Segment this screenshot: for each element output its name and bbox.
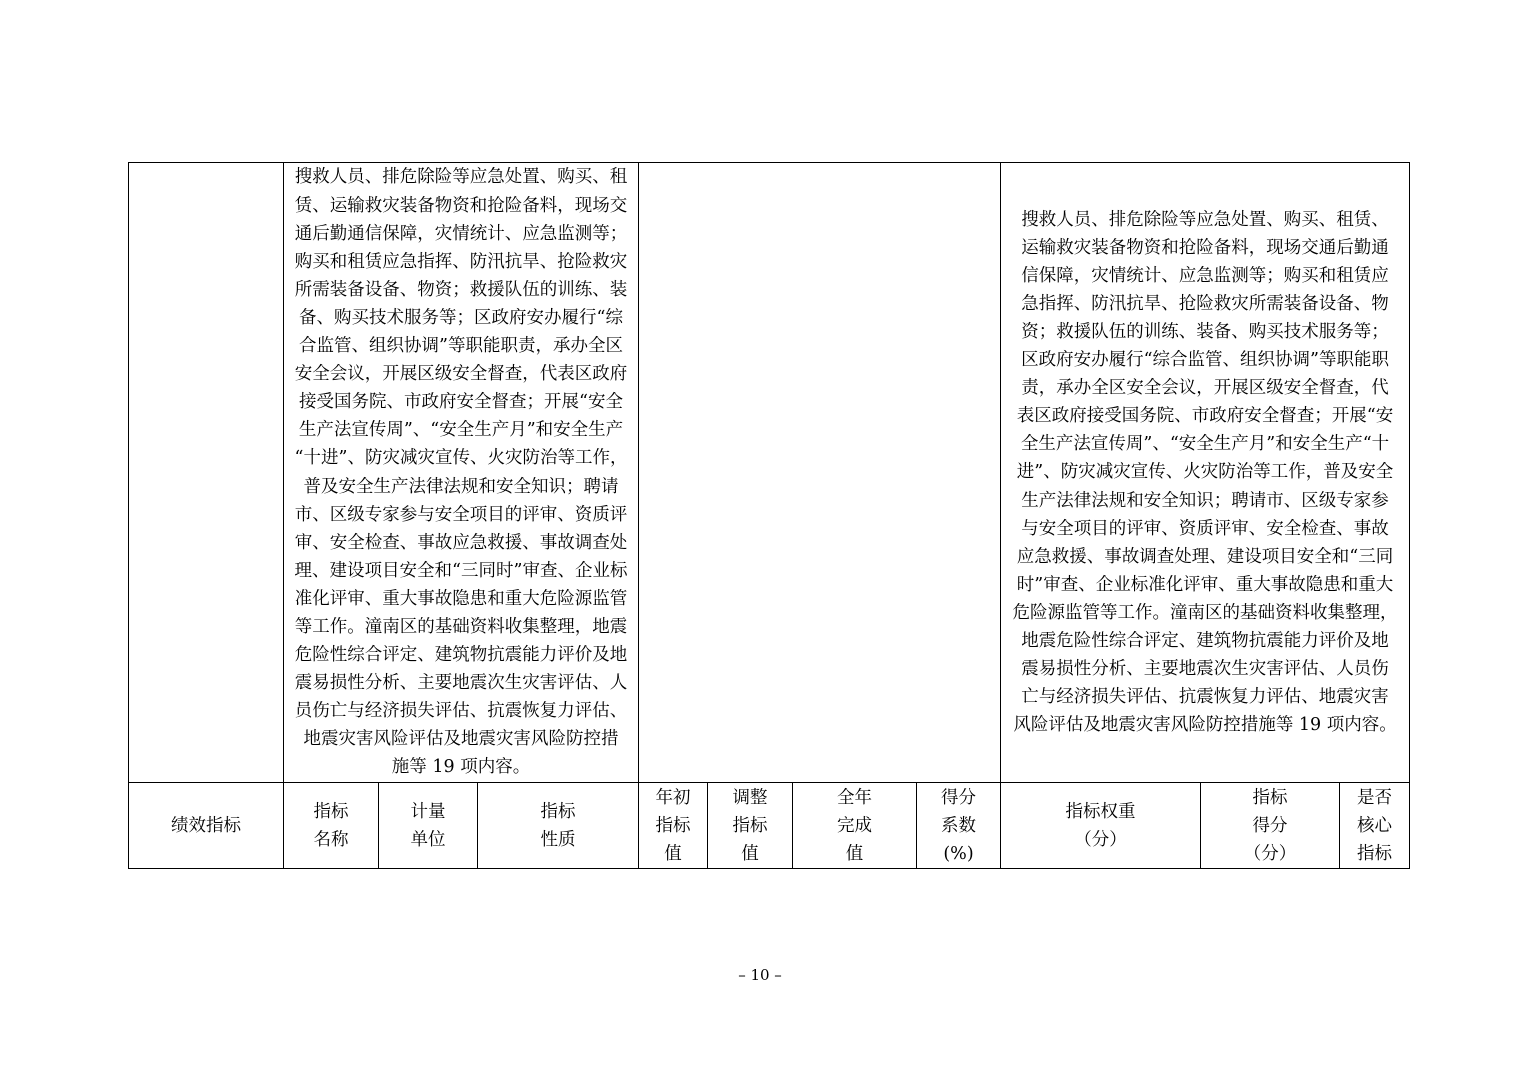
header-label: 调整 指标 值 <box>732 787 768 864</box>
header-annual-completion <box>793 783 917 869</box>
header-label: 得分 系数 (%) <box>941 787 977 864</box>
header-indicator-score <box>1201 783 1340 869</box>
header-label: 指标权重 （分） <box>1065 801 1136 850</box>
header-adjusted-target <box>708 783 793 869</box>
header-unit-of-measure <box>379 783 478 869</box>
header-indicator-name <box>284 783 379 869</box>
table-cell-empty-label <box>129 163 284 783</box>
table-cell-left-description <box>284 163 639 783</box>
header-is-core-indicator <box>1340 783 1410 869</box>
header-performance-indicators <box>129 783 284 869</box>
page-number: – 10 – <box>738 966 782 984</box>
header-initial-target <box>639 783 708 869</box>
performance-table <box>128 162 1410 869</box>
header-label: 指标 性质 <box>540 801 576 850</box>
header-label: 是否 核心 指标 <box>1357 787 1393 864</box>
left-description-text: 搜救人员、排危除险等应急处置、购买、租 赁、运输救灾装备物资和抢险备料，现场交 通后勤通信保障，灾情统计、应急监测等； 购买和租赁应急指挥、防汛抗旱、抢险救灾 所需装备设备、物资；救援队伍的训练、装 备、购买技术服务等；区政府安办履行“综 合监管、组织协调”等职能职责，承办全区 安全会议，开展区级安全督查，代表区政府 接受国务院、市政府安全督查；开展“安全 生产法宣传周”、“安全生产月”和安全生产 “十进”、防灾减灾宣传、火灾防治等工作， 普及安全生产法律法规和安全知识；聘请 市、区级专家参与安全项目的评审、资质评 审、安全检查、事故应急救援、事故调查处 理、建设项目安全和“三同时”审查、企业标 准化评审、重大事故隐患和重大危险源监管 等工作。潼南区的基础资料收集整理，地震 危险性综合评定、建筑物抗震能力评价及地 震易损性分析、主要地震次生灾害评估、人 员伤亡与经济损失评估、抗震恢复力评估、 地震灾害风险评估及地震灾害风险防控措 施等 19 项内容。 <box>294 167 628 778</box>
header-label: 全年 完成 值 <box>837 787 873 864</box>
header-score-coefficient <box>917 783 1001 869</box>
header-label: 计量 单位 <box>410 801 446 850</box>
header-indicator-nature <box>478 783 639 869</box>
header-label: 绩效指标 <box>171 815 241 836</box>
header-label: 年初 指标 值 <box>655 787 691 864</box>
table-row-header <box>129 783 1410 869</box>
header-indicator-weight <box>1001 783 1201 869</box>
header-label: 指标 得分 （分） <box>1243 787 1297 864</box>
table-cell-empty-middle <box>639 163 1001 783</box>
table-cell-right-description <box>1001 163 1410 783</box>
right-description-text: 搜救人员、排危除险等应急处置、购买、租赁、 运输救灾装备物资和抢险备料，现场交通后勤通 信保障，灾情统计、应急监测等；购买和租赁应 急指挥、防汛抗旱、抢险救灾所需装备设备、物 资；救援队伍的训练、装备、购买技术服务等； 区政府安办履行“综合监管、组织协调”等职能职 责，承办全区安全会议，开展区级安全督查，代 表区政府接受国务院、市政府安全督查；开展“安 全生产法宣传周”、“安全生产月”和安全生产“十 进”、防灾减灾宣传、火灾防治等工作，普及安全 生产法律法规和安全知识；聘请市、区级专家参 与安全项目的评审、资质评审、安全检查、事故 应急救援、事故调查处理、建设项目安全和“三同 时”审查、企业标准化评审、重大事故隐患和重大 危险源监管等工作。潼南区的基础资料收集整理， 地震危险性综合评定、建筑物抗震能力评价及地 震易损性分析、主要地震次生灾害评估、人员伤 亡与经济损失评估、抗震恢复力评估、地震灾害 风险评估及地震灾害风险防控措施等 19 项内容。 <box>1012 209 1398 736</box>
table-row-content <box>129 163 1410 783</box>
header-label: 指标 名称 <box>313 801 349 850</box>
